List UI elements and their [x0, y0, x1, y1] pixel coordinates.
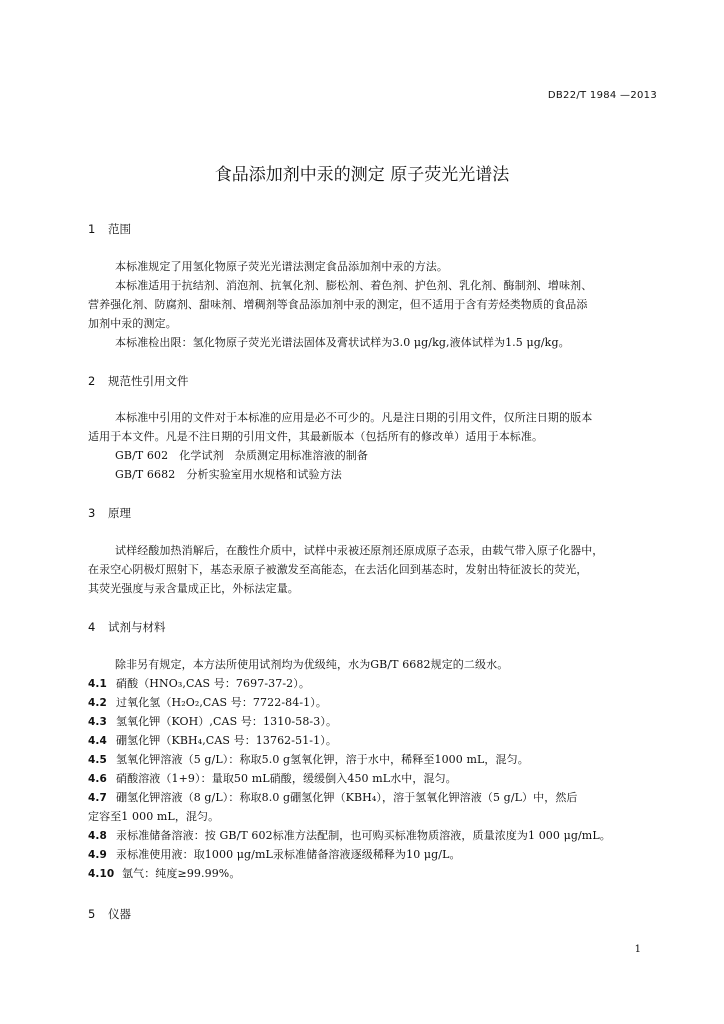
item-number: 4.3 — [88, 716, 107, 728]
paragraph-line: 本标准适用于抗结剂、消泡剂、抗氧化剂、膨松剂、着色剂、护色剂、乳化剂、酶制剂、增味剂、 — [115, 279, 593, 292]
item-text: 氩气：纯度≥99.99%。 — [122, 867, 241, 880]
standard-code: DB22/T 1984 —2013 — [547, 90, 657, 101]
section-number: 4 — [88, 620, 96, 634]
list-item — [88, 751, 529, 767]
paragraph-line: 加剂中汞的测定。 — [88, 317, 177, 330]
page-number: 1 — [634, 944, 641, 955]
list-item — [88, 789, 578, 805]
item-text: 汞标准使用液：取1000 μg/mL汞标准储备溶液逐级稀释为10 μg/L。 — [116, 848, 461, 861]
item-number: 4.6 — [88, 773, 107, 785]
item-number: 4.5 — [88, 754, 107, 766]
paragraph-line: 试样经酸加热消解后，在酸性介质中，试样中汞被还原剂还原成原子态汞，由载气带入原子化器中， — [115, 544, 604, 557]
list-item — [88, 732, 337, 748]
item-text: 过氧化氢（H₂O₂,CAS 号：7722-84-1）。 — [116, 696, 327, 709]
section-1-heading — [88, 221, 131, 237]
section-title: 范围 — [108, 222, 131, 236]
section-number: 5 — [88, 907, 96, 921]
item-text: 硝酸溶液（1+9）：量取50 mL硝酸，缓缓倒入450 mL水中，混匀。 — [116, 772, 457, 785]
item-number: 4.7 — [88, 792, 107, 804]
item-number: 4.10 — [88, 868, 115, 880]
paragraph-line: 其荧光强度与汞含量成正比，外标法定量。 — [88, 582, 299, 595]
section-title: 仪器 — [108, 907, 131, 921]
section-4-heading — [88, 619, 166, 635]
list-item — [88, 865, 240, 881]
paragraph-line: 除非另有规定，本方法所使用试剂均为优级纯，水为GB/T 6682规定的二级水。 — [115, 658, 509, 671]
section-3-heading — [88, 505, 131, 521]
item-number: 4.1 — [88, 678, 107, 690]
list-item — [88, 675, 310, 691]
section-number: 3 — [88, 506, 96, 520]
item-text: 汞标准储备溶液：按 GB/T 602标准方法配制，也可购买标准物质溶液，质量浓度为1 000 μg/mL。 — [116, 829, 611, 842]
section-title: 规范性引用文件 — [108, 374, 189, 388]
section-number: 1 — [88, 222, 96, 236]
document-title: 食品添加剂中汞的测定 原子荧光光谱法 — [214, 165, 510, 185]
paragraph-line: 营养强化剂、防腐剂、甜味剂、增稠剂等食品添加剂中汞的测定，但不适用于含有芳烃类物质的食品添 — [88, 298, 588, 311]
section-number: 2 — [88, 374, 96, 388]
paragraph-line: 在汞空心阴极灯照射下，基态汞原子被激发至高能态，在去活化回到基态时，发射出特征波长的荧光， — [88, 563, 588, 576]
paragraph-line: 本标准规定了用氢化物原子荧光光谱法测定食品添加剂中汞的方法。 — [115, 260, 448, 273]
item-text: 硼氢化钾（KBH₄,CAS 号：13762-51-1）。 — [116, 734, 337, 747]
list-item — [88, 694, 327, 710]
item-number: 4.9 — [88, 849, 107, 861]
list-item — [88, 770, 457, 786]
section-title: 原理 — [108, 506, 131, 520]
list-item — [88, 827, 611, 843]
paragraph-line: 本标准中引用的文件对于本标准的应用是必不可少的。凡是注日期的引用文件，仅所注日期的版本 — [115, 411, 593, 424]
item-number: 4.2 — [88, 697, 107, 709]
list-item — [88, 846, 461, 862]
item-text: 硼氢化钾溶液（8 g/L）：称取8.0 g硼氢化钾（KBH₄），溶于氢氧化钾溶液（5 g/L）中，然后 — [116, 791, 578, 804]
list-item-continuation: 定容至1 000 mL，混匀。 — [88, 810, 220, 823]
paragraph-line: 适用于本文件。凡是不注日期的引用文件，其最新版本（包括所有的修改单）适用于本标准。 — [88, 430, 544, 443]
item-text: 硝酸（HNO₃,CAS 号：7697-37-2）。 — [116, 677, 310, 690]
item-number: 4.4 — [88, 735, 107, 747]
reference-item: GB/T 602 化学试剂 杂质测定用标准溶液的制备 — [115, 449, 369, 462]
item-text: 氢氧化钾溶液（5 g/L）：称取5.0 g氢氧化钾，溶于水中，稀释至1000 mL，混匀。 — [116, 753, 529, 766]
section-5-heading — [88, 906, 131, 922]
section-title: 试剂与材料 — [108, 620, 166, 634]
item-text: 氢氧化钾（KOH）,CAS 号：1310-58-3）。 — [116, 715, 338, 728]
section-2-heading — [88, 373, 189, 389]
item-number: 4.8 — [88, 830, 107, 842]
reference-item: GB/T 6682 分析实验室用水规格和试验方法 — [115, 468, 342, 481]
paragraph-line: 本标准检出限：氢化物原子荧光光谱法固体及膏状试样为3.0 μg/kg,液体试样为1.5 μg/kg。 — [115, 336, 570, 349]
list-item — [88, 713, 337, 729]
